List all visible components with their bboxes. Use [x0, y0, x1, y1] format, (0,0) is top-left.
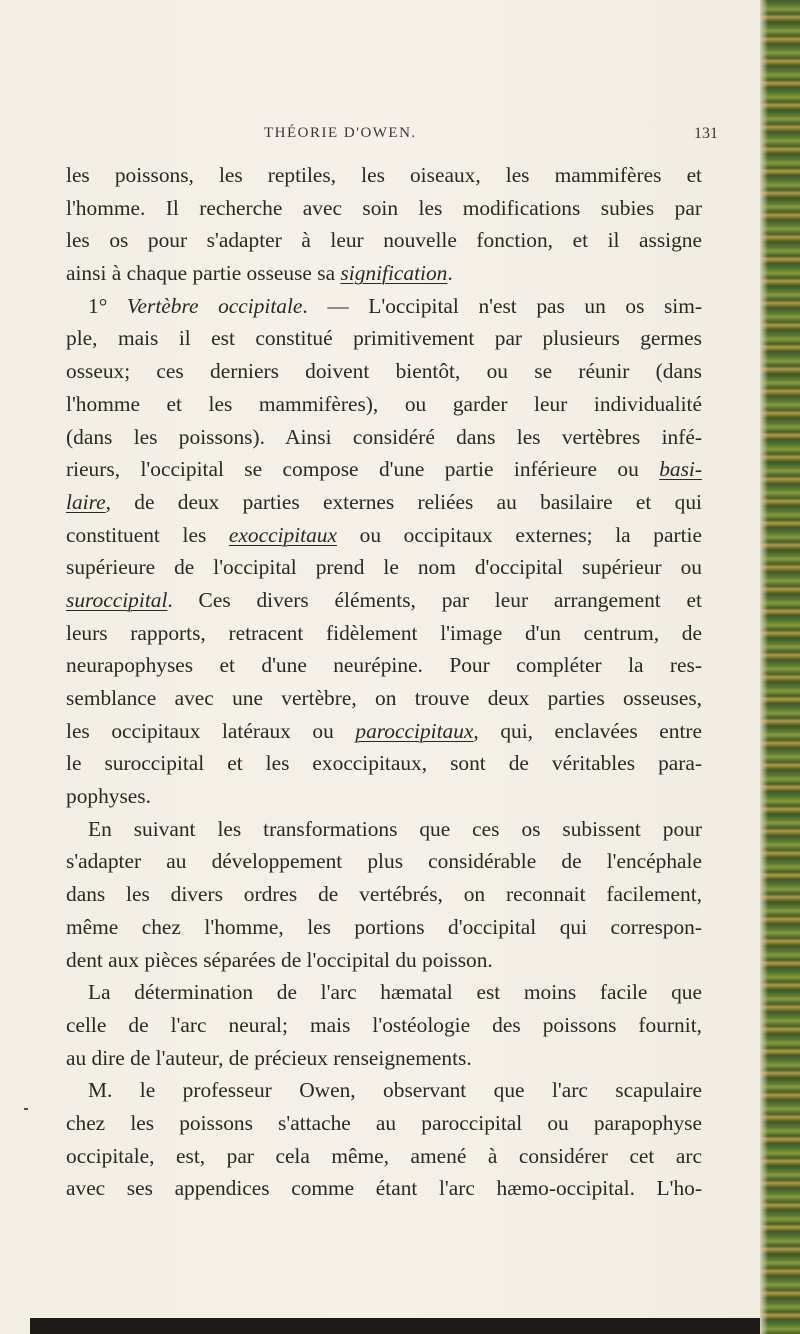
- page-number: 131: [694, 125, 718, 142]
- text-run: rieurs, l'occipital se compose d'une partie inférieure ou: [66, 457, 660, 482]
- text-line: En suivant les transformations que ces os subissent pour: [88, 816, 702, 841]
- text-line: les os pour s'adapter à leur nouvelle fonction, et il assigne: [66, 228, 702, 253]
- section-number: 1°: [88, 293, 127, 318]
- text-line: [66, 584, 702, 617]
- term-paroccipitaux: paroccipitaux: [355, 718, 474, 743]
- text-line: (dans les poissons). Ainsi considéré dans les vertèbres infé-: [66, 424, 702, 449]
- running-head: THÉORIE D'OWEN.: [264, 125, 417, 141]
- text-line: l'homme. Il recherche avec soin les modifications subies par: [66, 195, 702, 220]
- margin-mark: [24, 1108, 28, 1110]
- term-basilaire-a: basi-: [659, 457, 702, 482]
- text-line: les poissons, les reptiles, les oiseaux, les mammifères et: [66, 163, 702, 187]
- text-line: neurapophyses et d'une neurépine. Pour compléter la res-: [66, 653, 702, 678]
- text-line: [66, 257, 702, 290]
- text-line: [66, 519, 702, 552]
- body-text: [66, 159, 702, 1205]
- term-basilaire-b: laire: [66, 489, 106, 514]
- text-line: M. le professeur Owen, observant que l'arc scapulaire: [88, 1078, 702, 1103]
- text-line: [66, 486, 702, 519]
- text-line: [66, 290, 702, 323]
- text-line: même chez l'homme, les portions d'occipital qui correspon-: [66, 914, 702, 939]
- text-line: [66, 453, 702, 486]
- term-exoccipitaux: exoccipitaux: [228, 522, 337, 547]
- text-line: au dire de l'auteur, de précieux renseignements.: [66, 1045, 472, 1070]
- section-title: Vertèbre occipitale: [126, 293, 303, 318]
- page-header: [0, 125, 760, 151]
- text-line: leurs rapports, retracent fidèlement l'image d'un centrum, de: [66, 620, 702, 645]
- text-line: occipitale, est, par cela même, amené à considérer cet arc: [66, 1143, 702, 1168]
- text-line: pophyses.: [66, 784, 151, 809]
- text-line: La détermination de l'arc hæmatal est moins facile que: [88, 980, 702, 1005]
- text-run: . Ces divers éléments, par leur arrangement et: [167, 587, 702, 612]
- text-line: celle de l'arc neural; mais l'ostéologie des poissons fournit,: [66, 1012, 702, 1037]
- text-line: ple, mais il est constitué primitivement par plusieurs germes: [66, 326, 702, 351]
- text-line: chez les poissons s'attache au paroccipital ou parapophyse: [66, 1110, 702, 1135]
- text-line: l'homme et les mammifères), ou garder leur individualité: [66, 391, 702, 416]
- text-run: , de deux parties externes reliées au basilaire et qui: [105, 489, 702, 514]
- text-run: les occipitaux latéraux ou: [66, 718, 356, 743]
- emphasis-signification: signification: [340, 261, 448, 286]
- term-suroccipital: suroccipital: [66, 587, 168, 612]
- text-line: le suroccipital et les exoccipitaux, sont de véritables para-: [66, 751, 702, 776]
- text-line: supérieure de l'occipital prend le nom d'occipital supérieur ou: [66, 555, 702, 580]
- text-run: ainsi à chaque partie osseuse sa: [66, 261, 341, 286]
- text-line: avec ses appendices comme étant l'arc hæmo-occipital. L'ho-: [66, 1176, 702, 1201]
- bottom-edge-shadow: [30, 1318, 760, 1334]
- text-line: s'adapter au développement plus considérable de l'encéphale: [66, 849, 702, 874]
- text-line: semblance avec une vertèbre, on trouve deux parties osseuses,: [66, 686, 702, 710]
- text-line: osseux; ces derniers doivent bientôt, ou se réunir (dans: [66, 359, 702, 384]
- text-line: dans les divers ordres de vertébrés, on reconnait facilement,: [66, 882, 702, 907]
- text-run: constituent les: [66, 522, 229, 547]
- text-line: [66, 715, 702, 748]
- text-run: .: [447, 261, 453, 286]
- book-spine-edge: [760, 0, 800, 1334]
- text-run: ou occipitaux externes; la partie: [337, 522, 702, 547]
- text-run: . — L'occipital n'est pas un os sim-: [302, 293, 702, 318]
- text-line: dent aux pièces séparées de l'occipital du poisson.: [66, 947, 493, 972]
- text-run: , qui, enclavées entre: [473, 718, 702, 743]
